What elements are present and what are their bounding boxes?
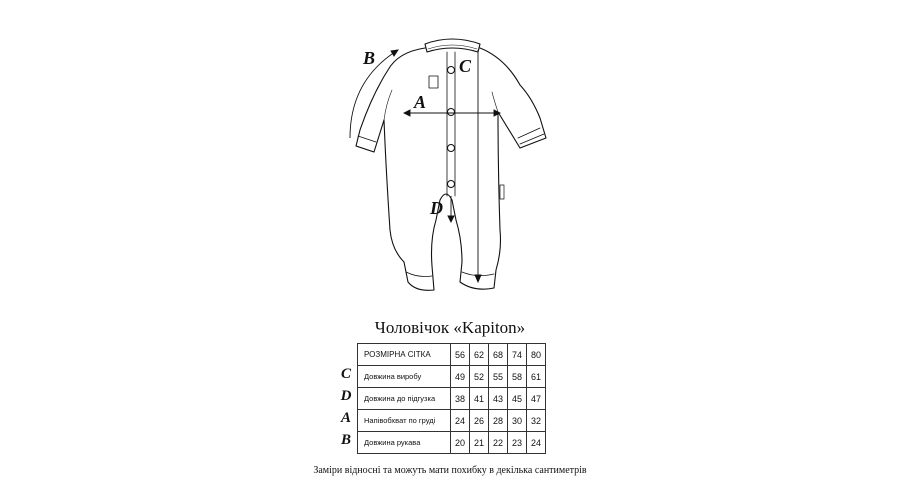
table-cell: 52 <box>470 366 489 388</box>
table-cell: 41 <box>470 388 489 410</box>
measure-letter-a: A <box>414 92 427 112</box>
table-cell: 20 <box>451 432 470 454</box>
table-cell: 47 <box>527 388 546 410</box>
romper-diagram <box>340 30 560 300</box>
table-cell: 21 <box>470 432 489 454</box>
row-letter-c: C <box>340 366 351 382</box>
romper-outline <box>356 48 546 290</box>
table-cell: 26 <box>470 410 489 432</box>
product-title: Чоловічок «Kapiton» <box>374 318 526 337</box>
table-header-row <box>358 344 546 366</box>
table-row <box>358 432 546 454</box>
table-cell: 28 <box>489 410 508 432</box>
measure-letter-b: B <box>363 48 376 68</box>
table-cell: 61 <box>527 366 546 388</box>
table-cell: 24 <box>451 410 470 432</box>
button-snap <box>448 109 455 116</box>
button-snap <box>448 145 455 152</box>
button-snap <box>448 181 455 188</box>
measure-letter-d: D <box>430 198 443 218</box>
table-header-label: РОЗМІРНА СІТКА <box>358 344 451 366</box>
table-row <box>358 366 546 388</box>
table-cell: 32 <box>527 410 546 432</box>
footnote: Заміри відносні та можуть мати похибку в декілька сантиметрів <box>313 465 587 476</box>
row-label: Довжина до підгузка <box>358 388 451 410</box>
chest-label <box>429 76 438 88</box>
table-cell: 55 <box>489 366 508 388</box>
size-header: 74 <box>508 344 527 366</box>
table-cell: 45 <box>508 388 527 410</box>
size-header: 68 <box>489 344 508 366</box>
row-letter-b: B <box>340 432 351 448</box>
button-snap <box>448 67 455 74</box>
row-label: Довжина рукава <box>358 432 451 454</box>
table-cell: 24 <box>527 432 546 454</box>
table-row <box>358 388 546 410</box>
table-cell: 30 <box>508 410 527 432</box>
measure-letter-c: C <box>459 56 472 76</box>
size-header: 80 <box>527 344 546 366</box>
table-cell: 38 <box>451 388 470 410</box>
row-letter-d: D <box>340 388 352 404</box>
row-label: Напівобхват по груді <box>358 410 451 432</box>
size-table <box>357 343 546 454</box>
table-cell: 22 <box>489 432 508 454</box>
table-cell: 49 <box>451 366 470 388</box>
table-row <box>358 410 546 432</box>
table-cell: 58 <box>508 366 527 388</box>
table-cell: 23 <box>508 432 527 454</box>
size-header: 62 <box>470 344 489 366</box>
size-header: 56 <box>451 344 470 366</box>
table-cell: 43 <box>489 388 508 410</box>
row-letter-a: A <box>340 410 351 426</box>
collar <box>425 39 480 52</box>
row-label: Довжина виробу <box>358 366 451 388</box>
